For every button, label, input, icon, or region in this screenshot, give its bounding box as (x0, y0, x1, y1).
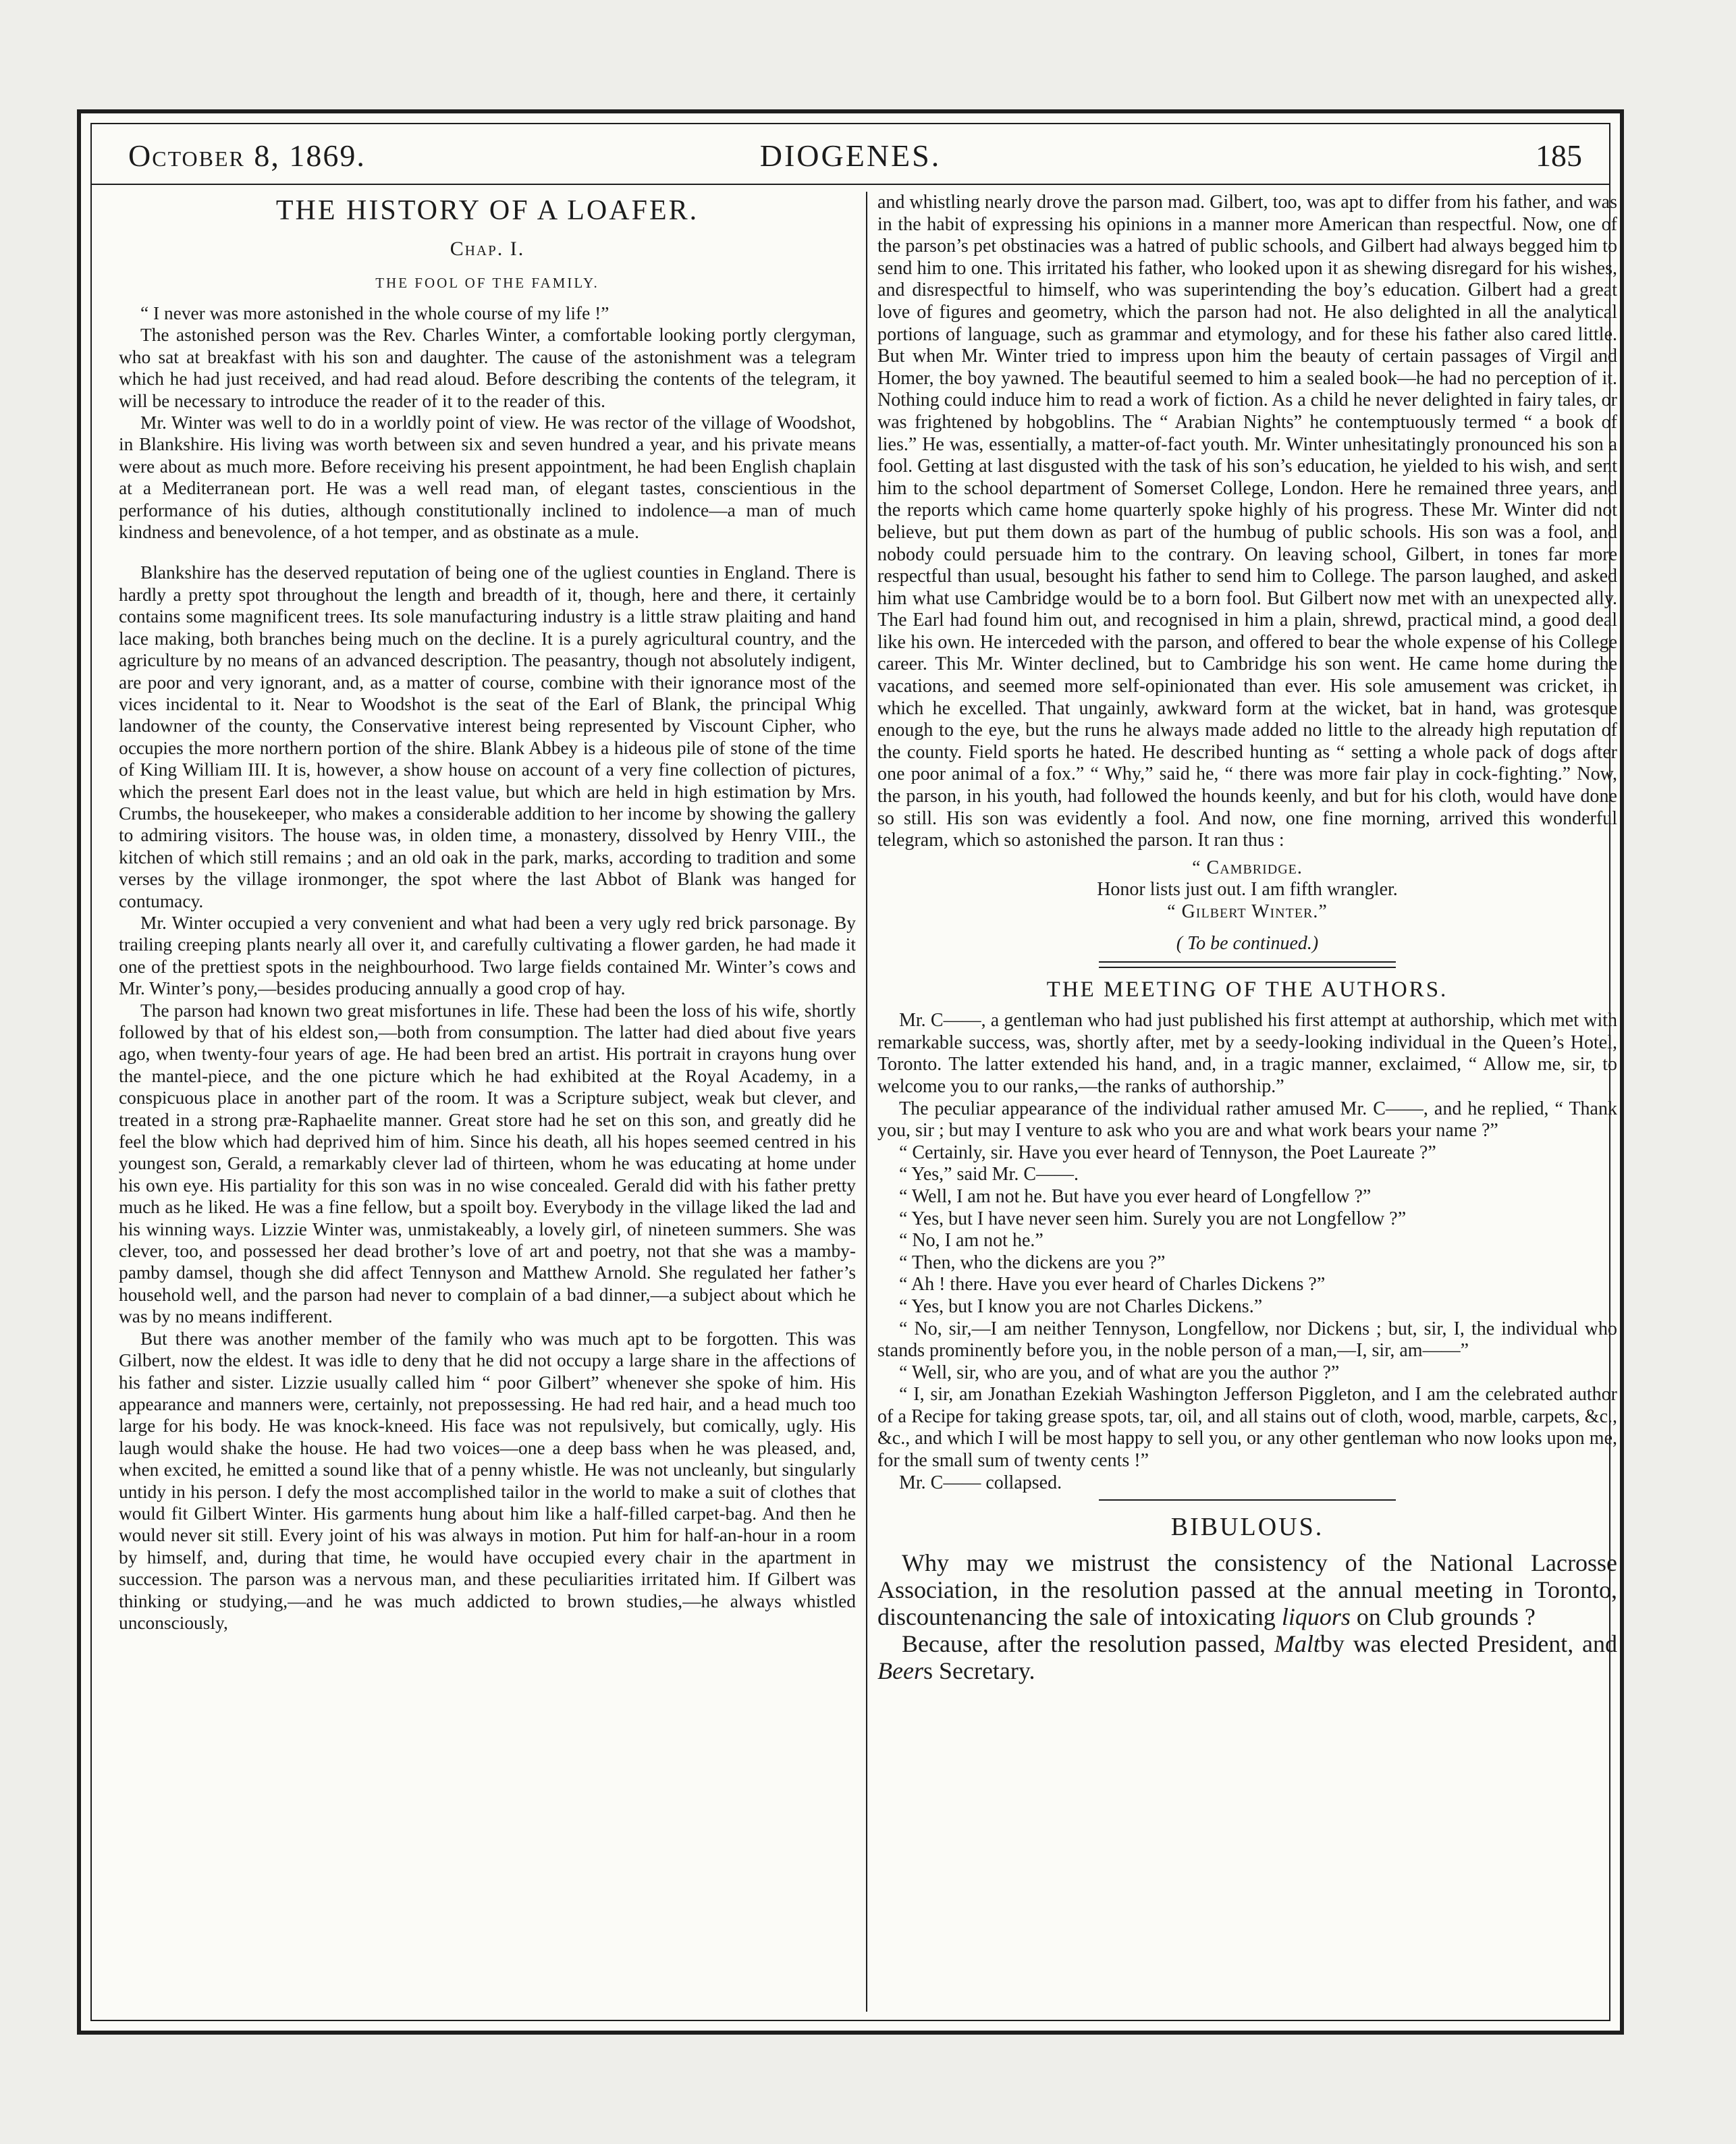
newspaper-page (77, 109, 1624, 2035)
page-frame (90, 123, 1617, 2021)
article-title: THE HISTORY OF A LOAFER. (275, 195, 699, 226)
dialogue-line: “ Yes, but I have never seen him. Surely you are not Longfellow ?” (899, 1208, 1407, 1229)
to-be-continued: ( To be continued.) (1176, 932, 1319, 954)
dialogue-line: “ Then, who the dickens are you ?” (899, 1252, 1166, 1273)
right-column (877, 192, 1617, 2012)
chapter-subtitle: THE FOOL OF THE FAMILY. (375, 275, 599, 291)
dialogue-line: “ Well, I am not he. But have you ever heard of Longfellow ?” (899, 1185, 1372, 1207)
issue-date: October 8, 1869. (128, 138, 366, 173)
article-paragraph: But there was another member of the family who was much apt to be forgotten. This was Gilbert, now the eldest. It was idle to deny that he did not occupy a large share in the affections of his father and sister. Lizzie usually called him “ poor Gilbert” whenever she spoke of him. His appearance and manners were, certainly, not prepossessing. He had red hair, and a head much too large for his body. He was knock-kneed. His face was not repulsively, but comically, ugly. His laugh would shake the house. He had two voices—one a deep bass when he was pleased, and, when excited, he emitted a sound like that of a penny whistle. He was not uncleanly, but singularly untidy in his person. I defy the most accomplished tailor in the world to make a suit of clothes that would fit Gilbert Winter. His garments hung about him like a half-filled carpet-bag. And then he would never sit still. Every joint of his was always in motion. Put him for half-an-hour in a room by himself, and, during that time, he would have occupied every chair in the apartment in succession. The parson was a nervous man, and these peculiarities irritated him. If Gilbert was thinking or studying,—and he was much addicted to brown studies,—he always whistled unconsciously, (119, 1328, 856, 1633)
article-paragraph: The peculiar appearance of the individual rather amused Mr. C——, and he replied, “ Thank you, sir ; but may I venture to ask who you are and what work bears your name ?” (877, 1098, 1617, 1142)
riddle-question: Why may we mistrust the consistency of the National Lacrosse Association, in the resolution passed at the annual meeting in Toronto, discountenancing the sale of intoxicating liquors on Club grounds ? (877, 1549, 1617, 1631)
dialogue-line: “ No, I am not he.” (899, 1230, 1043, 1252)
article-paragraph: Mr. Winter was well to do in a worldly point of view. He was rector of the village of Woodshot, in Blankshire. His living was worth between six and seven hundred a year, and his private means were about as much more. Before receiving his present appointment, he had been English chaplain at a Mediterranean port. He was a well read man, of elegant tastes, conscientious in the performance of his duties, although constitutionally inclined to indolence—a man of much kindness and benevolence, of a hot temper, and as obstinate as a mule. (119, 412, 856, 543)
dialogue-line: “ Ah ! there. Have you ever heard of Charles Dickens ?” (899, 1274, 1326, 1295)
dialogue-line: “ Yes,” said Mr. C——. (899, 1164, 1079, 1185)
article-paragraph: “ I never was more astonished in the whole course of my life !” (140, 303, 609, 323)
telegram-place: “ Cambridge. (1192, 857, 1303, 878)
publication-title: DIOGENES. (759, 138, 942, 173)
chapter-heading: Chap. I. (450, 238, 525, 260)
article-paragraph: Mr. C——, a gentleman who had just published his first attempt at authorship, which met with remarkable success, was, shortly after, met by a seedy-looking individual in the Queen’s Hotel, Toronto. The latter extended his hand, and, in a tragic manner, exclaimed, “ Allow me, sir, to welcome you to our ranks,—the ranks of authorship.” (877, 1010, 1617, 1097)
dialogue-line: “ Well, sir, who are you, and of what are you the author ?” (899, 1362, 1340, 1383)
page-header (92, 124, 1609, 185)
column-divider (866, 192, 867, 2012)
dialogue-line: “ I, sir, am Jonathan Ezekiah Washington Jefferson Piggleton, and I am the celebrated author of a Recipe for taking grease spots, tar, oil, and all stains out of cloth, wood, marble, carpets, &c., &c., and which I will be most happy to sell you, or any other gentleman who now looks upon me, for the small sum of twenty cents !” (877, 1384, 1617, 1472)
section-rule (1099, 961, 1396, 968)
dialogue-line: Mr. C—— collapsed. (899, 1472, 1062, 1493)
telegram-signature: “ Gilbert Winter.” (1167, 901, 1328, 922)
article-title: THE MEETING OF THE AUTHORS. (1046, 977, 1448, 1002)
telegram-message: Honor lists just out. I am fifth wrangler. (1097, 879, 1398, 901)
dialogue-line: “ Certainly, sir. Have you ever heard of Tennyson, the Poet Laureate ?” (899, 1142, 1436, 1163)
page-number: 185 (1536, 138, 1582, 173)
article-paragraph: Mr. Winter occupied a very convenient and what had been a very ugly red brick parsonage. By trailing creeping plants nearly all over it, and carefully cultivating a flower garden, he had made it one of the prettiest spots in the neighbourhood. Two large fields contained Mr. Winter’s cows and Mr. Winter’s pony,—besides producing annually a good crop of hay. (119, 912, 856, 999)
left-column (119, 192, 856, 2012)
article-paragraph: The parson had known two great misfortunes in life. These had been the loss of his wife, shortly followed by that of his eldest son,—both from consumption. The latter had died about five years ago, when twenty-four years of age. He had been bred an artist. His portrait in crayons hung over the mantel-piece, and the one picture which he had exhibited at the Royal Academy, in a conspicuous place in another part of the room. It was a Scripture subject, weak but clever, and treated in a strong præ-Raphaelite manner. Great store had he set on this son, and greatly did he feel the blow which had deprived him of him. Since his death, all his hopes seemed centred in his youngest son, Gerald, a remarkably clever lad of thirteen, whom he was educating at home under his own eye. His partiality for this son was in no wise concealed. Gerald did with his father pretty much as he liked. He was a fine fellow, but a spoilt boy. Everybody in the village liked the lad and his winning ways. Lizzie Winter was, unmistakeably, a lovely girl, of nineteen summers. She was clever, too, and possessed her dead brother’s love of art and poetry, not that she was a mamby-pamby damsel, though she did affect Tennyson and Matthew Arnold. She regulated her father’s household well, and the parson had never to complain of a bad dinner,—a subject about which he was by no means indifferent. (119, 1000, 856, 1327)
section-rule (1099, 1499, 1396, 1501)
riddle-answer: Because, after the resolution passed, Maltby was elected President, and Beers Secretary. (877, 1630, 1617, 1685)
article-title: BIBULOUS. (1170, 1513, 1324, 1542)
dialogue-line: “ Yes, but I know you are not Charles Dickens.” (899, 1295, 1263, 1317)
dialogue-line: “ No, sir,—I am neither Tennyson, Longfellow, nor Dickens ; but, sir, I, the individual who stands prominently before you, in the noble person of a man,—I, sir, am——” (877, 1318, 1617, 1362)
article-continuation: and whistling nearly drove the parson mad. Gilbert, too, was apt to differ from his father, and was in the habit of expressing his opinions in a manner more American than respectful. Now, one of the parson’s pet obstinacies was a hatred of public schools, and Gilbert had always begged him to send him to one. This irritated his father, who looked upon it as shewing disregard for his wishes, and disrespectful to himself, who was superintending the boy’s education. Gilbert had a great love of figures and geometry, which the parson had not. He also delighted in all the analytical portions of language, such as grammar and etymology, and for these his father also cared little. But when Mr. Winter tried to impress upon him the beauty of certain passages of Virgil and Homer, the boy yawned. The beautiful seemed to him a sealed book—he had no perception of it. Nothing could induce him to read a work of fiction. As a child he never delighted in fairy tales, or was frightened by hobgoblins. The “ Arabian Nights” he contemptuously termed “ a book of lies.” He was, essentially, a matter-of-fact youth. Mr. Winter unhesitatingly pronounced his son a fool. Getting at last disgusted with the task of his son’s education, he yielded to his wish, and sent him to the school department of Somerset College, London. Here he remained three years, and the reports which came home quarterly spoke highly of his progress. These Mr. Winter did not believe, but put them down as part of the humbug of public schools. His son was a fool, and nobody could persuade him to the contrary. On leaving school, Gilbert, in tones far more respectful than usual, besought his father to send him to College. The parson laughed, and asked him what use Cambridge would be to a born fool. But Gilbert now met with an unexpected ally. The Earl had found him out, and recognised in him a plain, shrewd, practical mind, a good deal like his own. He interceded with the parson, and offered to bear the whole expense of his College career. This Mr. Winter declined, but to Cambridge his son went. He came home during the vacations, and seemed more self-opinionated than ever. His sole amusement was cricket, in which he excelled. That ungainly, awkward form at the wicket, bat in hand, was grotesque enough to the eye, but the runs he always made added no little to the already high reputation of the county. Field sports he hated. He described hunting as “ setting a whole pack of dogs after one poor animal of a fox.” “ Why,” said he, “ there was more fair play in cock-fighting.” Now, the parson, in his youth, had followed the hounds keenly, and but for his cloth, would have done so still. His son was evidently a fool. And now, one fine morning, arrived this wonderful telegram, which so astonished the parson. It ran thus : (877, 192, 1617, 851)
article-paragraph: Blankshire has the deserved reputation of being one of the ugliest counties in England. There is hardly a pretty spot throughout the length and breadth of it, though, here and there, it certainly contains some magnificent trees. Its sole manufacturing industry is a little straw plaiting and hand lace making, both branches being much on the decline. It is a purely agricultural country, and the agriculture by no means of an advanced description. The peasantry, though not absolutely indigent, are poor and very ignorant, and, as a matter of course, combine with their ignorance most of the vices incidental to it. Near to Woodshot is the seat of the Earl of Blank, the principal Whig landowner of the county, the Conservative interest being represented by Viscount Cipher, who occupies the more northern portion of the shire. Blank Abbey is a hideous pile of stone of the time of King William III. It is, however, a show house on account of a very fine collection of pictures, which the present Earl does not in the least value, but which are held in high estimation by Mrs. Crumbs, the housekeeper, who makes a considerable addition to her income by showing the gallery to admiring visitors. The house was, in olden time, a monastery, dissolved by Henry VIII., the kitchen of which still remains ; and an old oak in the park, marks, according to tradition and some verses by the village ironmonger, the spot where the last Abbot of Blank was hanged for contumacy. (119, 562, 856, 911)
article-paragraph: The astonished person was the Rev. Charles Winter, a comfortable looking portly clergyman, who sat at breakfast with his son and daughter. The cause of the astonishment was a telegram which he had just received, and had read aloud. Before describing the contents of the telegram, it will be necessary to introduce the reader of it to the reader of this. (119, 325, 856, 411)
bibulous-body (877, 1549, 1617, 1684)
